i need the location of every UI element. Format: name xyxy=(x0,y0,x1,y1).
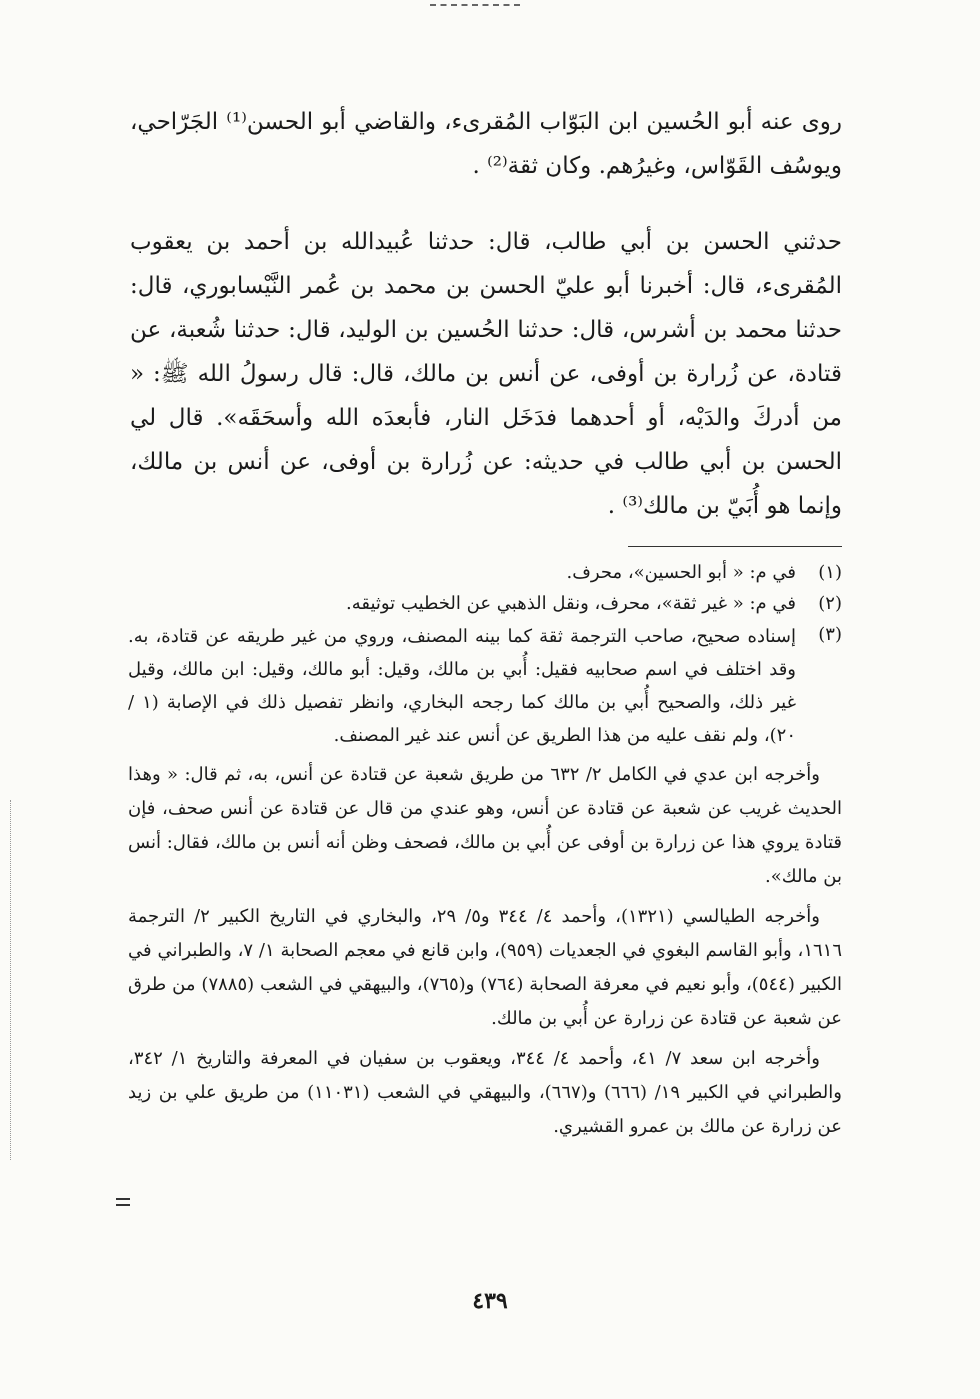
footnote-text: في م: « غير ثقة»، محرف، ونقل الذهبي عن الخطيب توثيقه. xyxy=(345,593,796,614)
footnote-number: (١) xyxy=(818,562,842,583)
footnote-3 xyxy=(128,620,842,752)
footnote-text: إسناده صحيح، صاحب الترجمة ثقة كما بينه المصنف، وروي من غير طريقه عن قتادة، به. وقد اختلف في اسم صحابيه فقيل: أُبي بن مالك، وقيل: أبو مالك، وقيل: ابن مالك، وقيل غير ذلك، والصحيح أُبي بن مالك كما رجحه البخاري، وانظر تفصيل ذلك في الإصابة (١ / ٢٠)، ولم نقف عليه من هذا الطريق عن أنس عند غير المصنف. xyxy=(128,626,796,746)
margin-scan-mark xyxy=(10,800,11,1160)
margin-equals-mark xyxy=(116,1198,130,1206)
footnote-1 xyxy=(128,558,842,589)
footnote-number: (٢) xyxy=(818,593,842,614)
footnote-text: في م: « أبو الحسين»، محرف. xyxy=(566,562,796,583)
page-number: ٤٣٩ xyxy=(472,1288,508,1314)
footnote-paragraph: وأخرجه الطيالسي (١٣٢١)، وأحمد ٤/ ٣٤٤ و٥/ ٢٩، والبخاري في التاريخ الكبير ٢/ الترجمة ١٦١٦، وأبو القاسم البغوي في الجعديات (٩٥٩)، وابن قانع في معجم الصحابة ١/ ٧، والطبراني في الكبير (٥٤٤)، وأبو نعيم في معرفة الصحابة (٧٦٤) و(٧٦٥)، والبيهقي في الشعب (٧٨٨٥) من طرق عن شعبة عن قتادة عن زرارة عن أُبي بن مالك. xyxy=(128,906,842,1029)
footnote-paragraph: وأخرجه ابن عدي في الكامل ٢/ ٦٣٢ من طريق شعبة عن قتادة عن أنس، به، ثم قال: « وهذا الحديث غريب عن شعبة عن قتادة عن أنس، وهو عندي من قال عن قتادة عن أنس صحف، فإن قتادة يروي هذا عن زرارة بن أوفى عن أُبي بن مالك، فصحف وظن أنه أنس بن مالك، فقال: أنس بن مالك». xyxy=(128,764,842,887)
footnote-2 xyxy=(128,589,842,620)
footnote-paragraph: وأخرجه ابن سعد ٧/ ٤١، وأحمد ٤/ ٣٤٤، ويعقوب بن سفيان في المعرفة والتاريخ ١/ ٣٤٢، والطبراني في الكبير ١٩/ (٦٦٦) و(٦٦٧)، والبيهقي في الشعب (١١٠٣١) من طريق علي بن زيد عن زرارة عن مالك بن عمرو القشيري. xyxy=(128,1048,842,1137)
top-scan-mark xyxy=(430,4,520,6)
hadith-paragraph: حدثني الحسن بن أبي طالب، قال: حدثنا عُبيدالله بن أحمد بن يعقوب المُقرىء، قال: أخبرنا أبو عليّ الحسن بن محمد بن عُمر النَّيْسابوري، قال: حدثنا محمد بن أشرس، قال: حدثنا الحُسين بن الوليد، قال: حدثنا شُعبة، عن قتادة، عن زُرارة بن أوفى، عن أنس بن مالك، قال: قال رسولُ الله ﷺ: « من أدركَ والدَيْه، أو أحدهما فدَخَل النار، فأبعدَه الله وأسحَقَه». قال لي الحسن بن أبي طالب في حديثه: عن زُرارة بن أوفى، عن أنس بن مالك، وإنما هو أُبَيّ بن مالك⁽³⁾ . xyxy=(130,229,842,519)
footnotes-section xyxy=(128,558,842,1144)
footnote-number: (٣) xyxy=(818,624,842,645)
biography-paragraph: روى عنه أبو الحُسين ابن البَوّاب المُقرىء، والقاضي أبو الحسن⁽¹⁾ الجَرّاحي، ويوسُف القَوّاس، وغيرُهم. وكان ثقة⁽²⁾ . xyxy=(130,109,842,179)
footnote-separator xyxy=(628,546,842,547)
footnote-3-continuation xyxy=(128,758,842,1144)
